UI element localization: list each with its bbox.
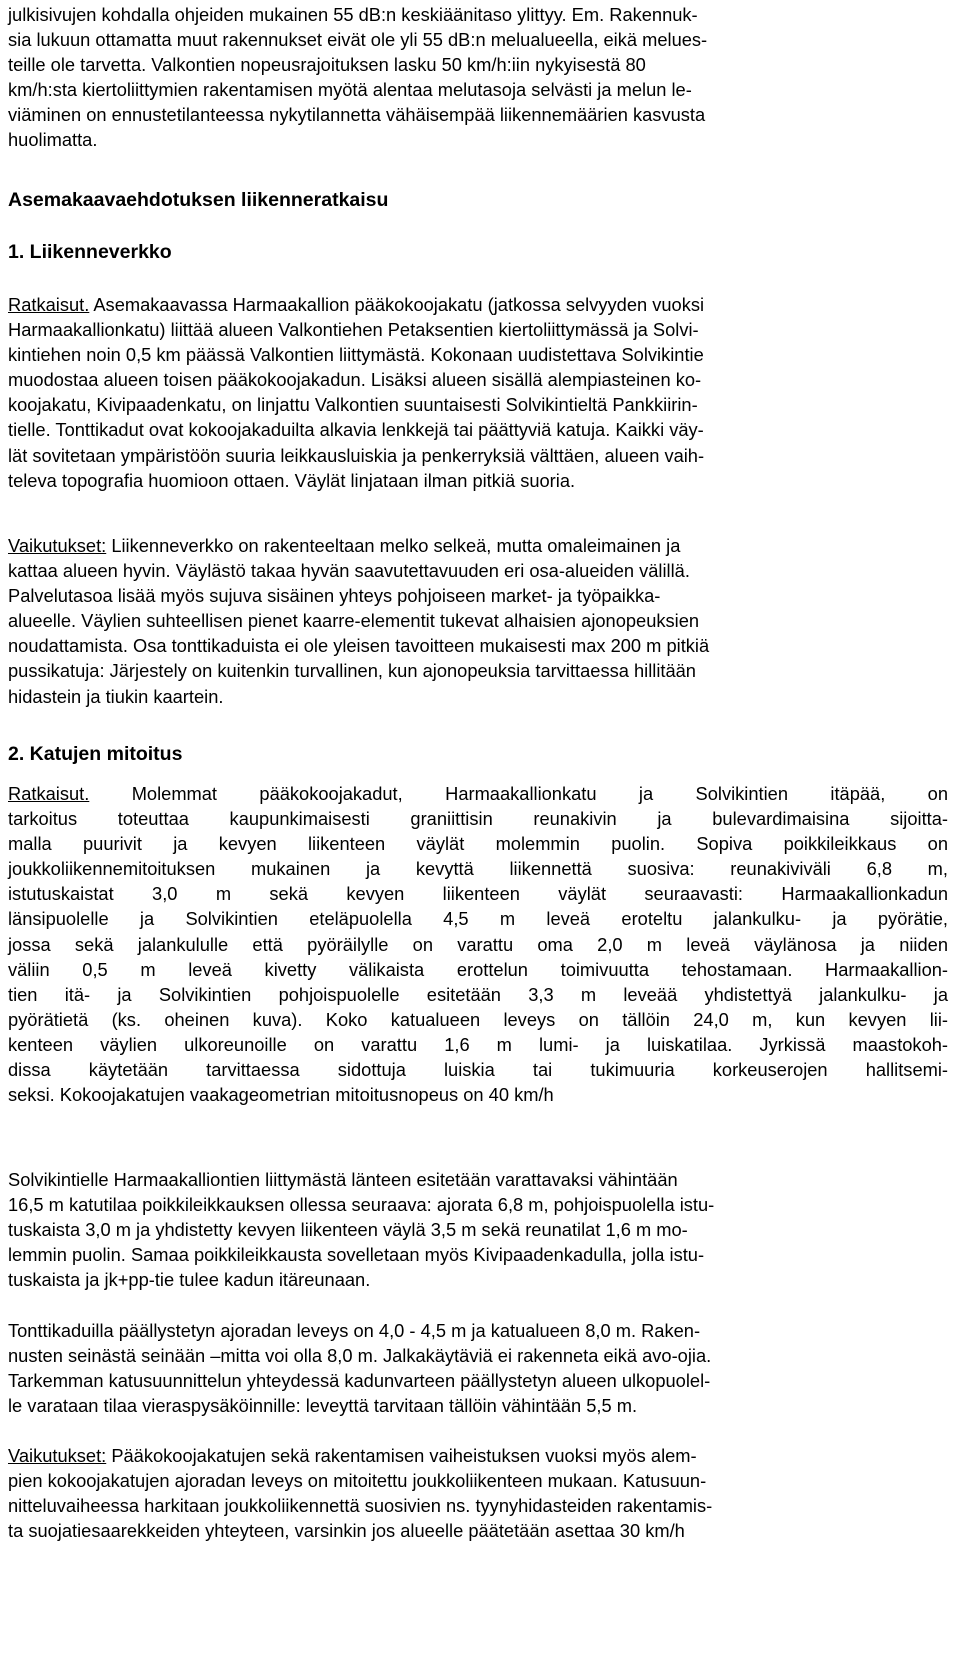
text-line: sia lukuun ottamatta muut rakennukset eivät ole yli 55 dB:n melualueella, eikä melues- bbox=[8, 29, 708, 51]
text-line: kintiehen noin 0,5 km päässä Valkontien liittymästä. Kokonaan uudistettava Solvikintie bbox=[8, 344, 704, 366]
text-line: noudattamista. Osa tonttikaduista ei ole yleisen tavoitteen mukaisesti max 200 m pitkiä bbox=[8, 635, 710, 657]
text-line: tuskaista ja jk+pp-tie tulee kadun itäreunaan. bbox=[8, 1269, 371, 1291]
text-line: Solvikintielle Harmaakalliontien liittymästä länteen esitetään varattavaksi vähintään bbox=[8, 1169, 678, 1190]
text-line: huolimatta. bbox=[8, 129, 98, 151]
text-line: Tarkemman katusuunnittelun yhteydessä kadunvarteen päällystetyn alueen ulkopuolel- bbox=[8, 1370, 711, 1392]
solvikintie-paragraph bbox=[8, 1167, 948, 1292]
text-line: pyörätietä (ks. oheinen kuva). Koko katualueen leveys on tällöin 24,0 m, kun kevyen lii- bbox=[8, 1008, 948, 1030]
section-heading: Asemakaavaehdotuksen liikenneratkaisu bbox=[8, 189, 389, 211]
text-line: Vaikutukset: Pääkokoojakatujen sekä rakentamisen vaiheistuksen vuoksi myös alem- bbox=[8, 1445, 697, 1466]
text-line: lemmin puolin. Samaa poikkileikkausta sovelletaan myös Kivipaadenkadulla, jolla istu- bbox=[8, 1244, 705, 1266]
text-line: dissa käytetään tarvittaessa sidottuja luiskia tai tukimuuria korkeuserojen hallitsemi- bbox=[8, 1059, 948, 1081]
text-line: tarkoitus toteuttaa kaupunkimaisesti graniittisin reunakivin ja bulevardimaisina sijoitta- bbox=[8, 808, 948, 830]
text-line: muodostaa alueen toisen pääkokoojakadun. Lisäksi alueen sisällä alempiasteinen ko- bbox=[8, 369, 702, 391]
text-line: Vaikutukset: Liikenneverkko on rakenteeltaan melko selkeä, mutta omaleimainen ja bbox=[8, 535, 681, 556]
text-line: kenteen väylien ulkoreunoille on varattu 1,6 m lumi- ja luiskatilaa. Jyrkissä maastokoh- bbox=[8, 1033, 948, 1055]
text-line: kattaa alueen hyvin. Väylästö takaa hyvän saavutettavuuden eri osa-alueiden välillä. bbox=[8, 560, 690, 582]
ratkaisut-paragraph-1 bbox=[8, 292, 948, 493]
text-line: Ratkaisut. Molemmat pääkokoojakadut, Harmaakallionkatu ja Solvikintien itäpää, on bbox=[8, 783, 948, 804]
text-line: länsipuolelle ja Solvikintien eteläpuolella 4,5 m leveä eroteltu jalankulku- ja pyörätie, bbox=[8, 908, 948, 930]
text-line: lät sovitetaan ympäristöön suuria leikkausluiskia ja penkerryksiä välttäen, alueen vaih- bbox=[8, 444, 705, 466]
text-line: julkisivujen kohdalla ohjeiden mukainen 55 dB:n keskiäänitaso ylittyy. Em. Rakennuk- bbox=[8, 4, 698, 25]
text-line: televa topografia huomioon ottaen. Väylät linjataan ilman pitkiä suoria. bbox=[8, 469, 576, 491]
vaikutukset-paragraph-2 bbox=[8, 1443, 948, 1543]
text-line: tuskaista 3,0 m ja yhdistetty kevyen liikenteen väylä 3,5 m sekä reunatilat 1,6 m mo- bbox=[8, 1219, 688, 1241]
text-line: istutuskaistat 3,0 m sekä kevyen liikenteen väylät seuraavasti: Harmaakallionkadun bbox=[8, 883, 948, 905]
subsection-heading-katujen-mitoitus: 2. Katujen mitoitus bbox=[8, 743, 183, 765]
text-line: jossa sekä jalankululle että pyöräilylle on varattu oma 2,0 m leveä väylänosa ja niiden bbox=[8, 933, 948, 955]
text-line: nusten seinästä seinään –mitta voi olla 8,0 m. Jalkakäytäviä ei rakenneta eikä avo-ojia. bbox=[8, 1345, 712, 1367]
text-line: 16,5 m katutilaa poikkileikkauksen ollessa seuraava: ajorata 6,8 m, pohjoispuolella istu- bbox=[8, 1194, 715, 1216]
subsection-heading-liikenneverkko: 1. Liikenneverkko bbox=[8, 241, 172, 263]
text-line: seksi. Kokoojakatujen vaakageometrian mitoitusnopeus on 40 km/h bbox=[8, 1084, 554, 1106]
text-line: Tonttikaduilla päällystetyn ajoradan leveys on 4,0 - 4,5 m ja katualueen 8,0 m. Raken- bbox=[8, 1320, 701, 1341]
ratkaisut-label: Ratkaisut. bbox=[8, 783, 90, 804]
text-line: km/h:sta kiertoliittymien rakentamisen myötä alentaa melutasoja selvästi ja melun le- bbox=[8, 79, 692, 101]
intro-paragraph bbox=[8, 2, 948, 153]
text-line: tielle. Tonttikadut ovat kokoojakaduilta alkavia lenkkejä tai päättyviä katuja. Kaikki väy- bbox=[8, 419, 704, 441]
tonttikadut-paragraph bbox=[8, 1318, 948, 1418]
text-line: pussikatuja: Järjestely on kuitenkin turvallinen, kun ajonopeuksia tarvittaessa hillitään bbox=[8, 660, 696, 682]
vaikutukset-paragraph-1 bbox=[8, 533, 948, 709]
text-line: väliin 0,5 m leveä kivetty välikaista erottelun toimivuutta tehostamaan. Harmaakallion- bbox=[8, 958, 948, 980]
text-line: viäminen on ennustetilanteessa nykytilannetta vähäisempää liikennemäärien kasvusta bbox=[8, 104, 706, 126]
text-line: tien itä- ja Solvikintien pohjoispuolelle esitetään 3,3 m leveää yhdistettyä jalankulku- ja bbox=[8, 983, 948, 1005]
ratkaisut-paragraph-2 bbox=[8, 781, 948, 1107]
vaikutukset-label: Vaikutukset: bbox=[8, 1445, 107, 1466]
text-line: alueelle. Väylien suhteellisen pienet kaarre-elementit tukevat alhaisien ajonopeuksien bbox=[8, 610, 700, 632]
text-line: ta suojatiesaarekkeiden yhteyteen, varsinkin jos alueelle päätetään asettaa 30 km/h bbox=[8, 1520, 685, 1542]
text-line: hidastein ja tiukin kaartein. bbox=[8, 685, 224, 707]
text-line: Palvelutasoa lisää myös sujuva sisäinen yhteys pohjoiseen market- ja työpaikka- bbox=[8, 585, 661, 607]
text-line: joukkoliikennemitoituksen mukainen ja kevyttä liikennettä suosiva: reunakiviväli 6,8 m, bbox=[8, 858, 948, 880]
ratkaisut-label: Ratkaisut. bbox=[8, 294, 90, 315]
vaikutukset-label: Vaikutukset: bbox=[8, 535, 107, 556]
text-line: Harmaakallionkatu) liittää alueen Valkontiehen Petaksentien kiertoliittymässä ja Solvi- bbox=[8, 319, 699, 341]
text-line: Ratkaisut. Asemakaavassa Harmaakallion pääkokoojakatu (jatkossa selvyyden vuoksi bbox=[8, 294, 705, 315]
text-line: koojakatu, Kivipaadenkatu, on linjattu Valkontien suuntaisesti Solvikintieltä Pankkiirin- bbox=[8, 394, 698, 416]
text-line: le varataan tilaa vieraspysäköinnille: leveyttä tarvitaan tällöin vähintään 5,5 m. bbox=[8, 1395, 638, 1417]
text-line: teille ole tarvetta. Valkontien nopeusrajoituksen lasku 50 km/h:iin nykyisestä 80 bbox=[8, 54, 646, 76]
text-line: pien kokoojakatujen ajoradan leveys on mitoitettu joukkoliikenteen mukaan. Katusuun- bbox=[8, 1470, 707, 1492]
text-line: nitteluvaiheessa harkitaan joukkoliikennettä suosivien ns. tyynyhidasteiden rakentamis- bbox=[8, 1495, 713, 1517]
text-line: malla puurivit ja kevyen liikenteen väylät molemmin puolin. Sopiva poikkileikkaus on bbox=[8, 833, 948, 855]
